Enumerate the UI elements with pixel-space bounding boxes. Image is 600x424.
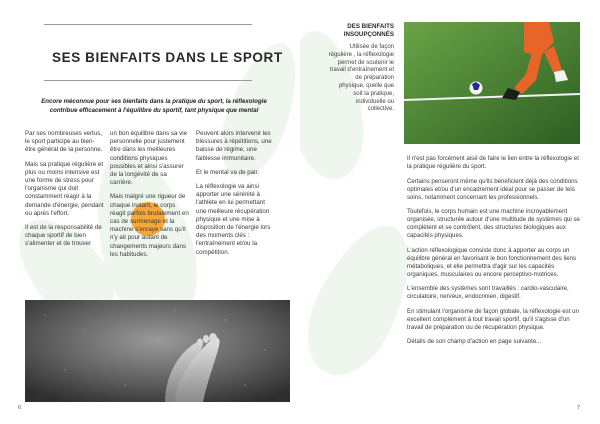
paragraph: Mais malgré une rigueur de chaque instant, le corps réagit parfois brutalement en cas de surmenage et la machine s'enraye sans qu'il n'y ait pour autant de changements majeurs dans les habitudes. (110, 193, 189, 258)
paragraph: Mais sa pratique régulière et plus ou moins intensive est une forme de stress pour l'organisme qui doit constamment réagir à la demande d'énergie, pendant ou après l'effort. (25, 160, 104, 217)
side-heading: DES BIENFAITS INSOUPÇONNÉS (343, 23, 394, 38)
intro-text: Encore méconnue pour ses bienfaits dans la pratique du sport, la réflexologie contribue efficacement à l'équilibre du sportif, tant physique que mental (41, 98, 267, 114)
paragraph: En stimulant l'organisme de façon globale, la réflexologie est un excellent complément à tout travail sportif, qu'il s'agisse d'un travail de préparation ou de récupération physique. (407, 307, 579, 331)
paragraph: Il est de la responsabilité de chaque sportif de bien s'alimenter et de trouver (25, 224, 102, 248)
side-text: Utilisée de façon régulière , la réflexologie permet de soutenir le travail d'entraînement et de préparation physique, quelle que soit la pratique, individuelle ou collective. (328, 44, 394, 113)
paragraph: L'ensemble des systèmes sont travaillés : cardio-vasculaire, circulatoire, nerveux, endocrinien, digestif. (407, 285, 569, 300)
feet-photo-image (25, 300, 290, 402)
paragraph: Et le mental va de pair. (196, 168, 259, 176)
right-page (300, 0, 600, 424)
paragraph: Certains penseront même qu'ils bénéficient déjà des conditions optimales et/ou d'un encadrement idéal pour se passer de tels soins, notamment concernant les professionnels. (407, 177, 578, 201)
paragraph: Détails de son champ d'action en page suivante... (407, 338, 542, 345)
soccer-photo-image (404, 22, 580, 144)
paragraph: Peuvent alors intervenir les blessures à répétitions, une baisse de régime, une faiblesse immunitaire. (196, 130, 272, 162)
title-rule-bottom (44, 80, 252, 81)
feet-photo (25, 300, 290, 402)
text-column-2 (110, 130, 190, 265)
soccer-photo (404, 22, 580, 144)
paragraph: un bon équilibre dans sa vie personnelle pour justement être dans les meilleures conditions physiques possibles et ainsi s'assurer de la longévité de sa carrière. (110, 130, 188, 187)
page-number-left: 6 (18, 405, 22, 411)
paragraph: L'action réflexologique consiste donc à apporter au corps un équilibre général en favorisant le bon fonctionnement des liens métaboliques, et elle permettra d'agir sur les capacités organiques, musculaires ou encore perceptivo-motrices. (407, 246, 577, 278)
title-rule-top (44, 24, 252, 25)
paragraph: Toutefois, le corps humain est une machine incroyablement organisée, structurée autour d'une multitude de systèmes qui se complètent et se contrôlent, des structures biologiques aux capacités physiques. (407, 208, 580, 239)
page-number-right: 7 (577, 405, 581, 411)
right-text-column (407, 155, 582, 353)
text-column-3 (196, 130, 276, 263)
page-title: SES BIENFAITS DANS LE SPORT (52, 50, 283, 65)
text-column-1 (25, 130, 105, 255)
paragraph: La réflexologie va ainsi apporter une sérénité à l'athlète en lui permettant une meilleure récupération physique et une mise à disposition de l'énergie lors des moments clés : l'entraînement et/ou la compétition. (196, 183, 271, 256)
paragraph: Il n'est pas forcément aisé de faire le lien entre la réflexologie et la pratique régulière du sport. (407, 155, 579, 170)
paragraph: Par ses nombreuses vertus, le sport participe au bien-être général de la personne. (25, 130, 103, 154)
